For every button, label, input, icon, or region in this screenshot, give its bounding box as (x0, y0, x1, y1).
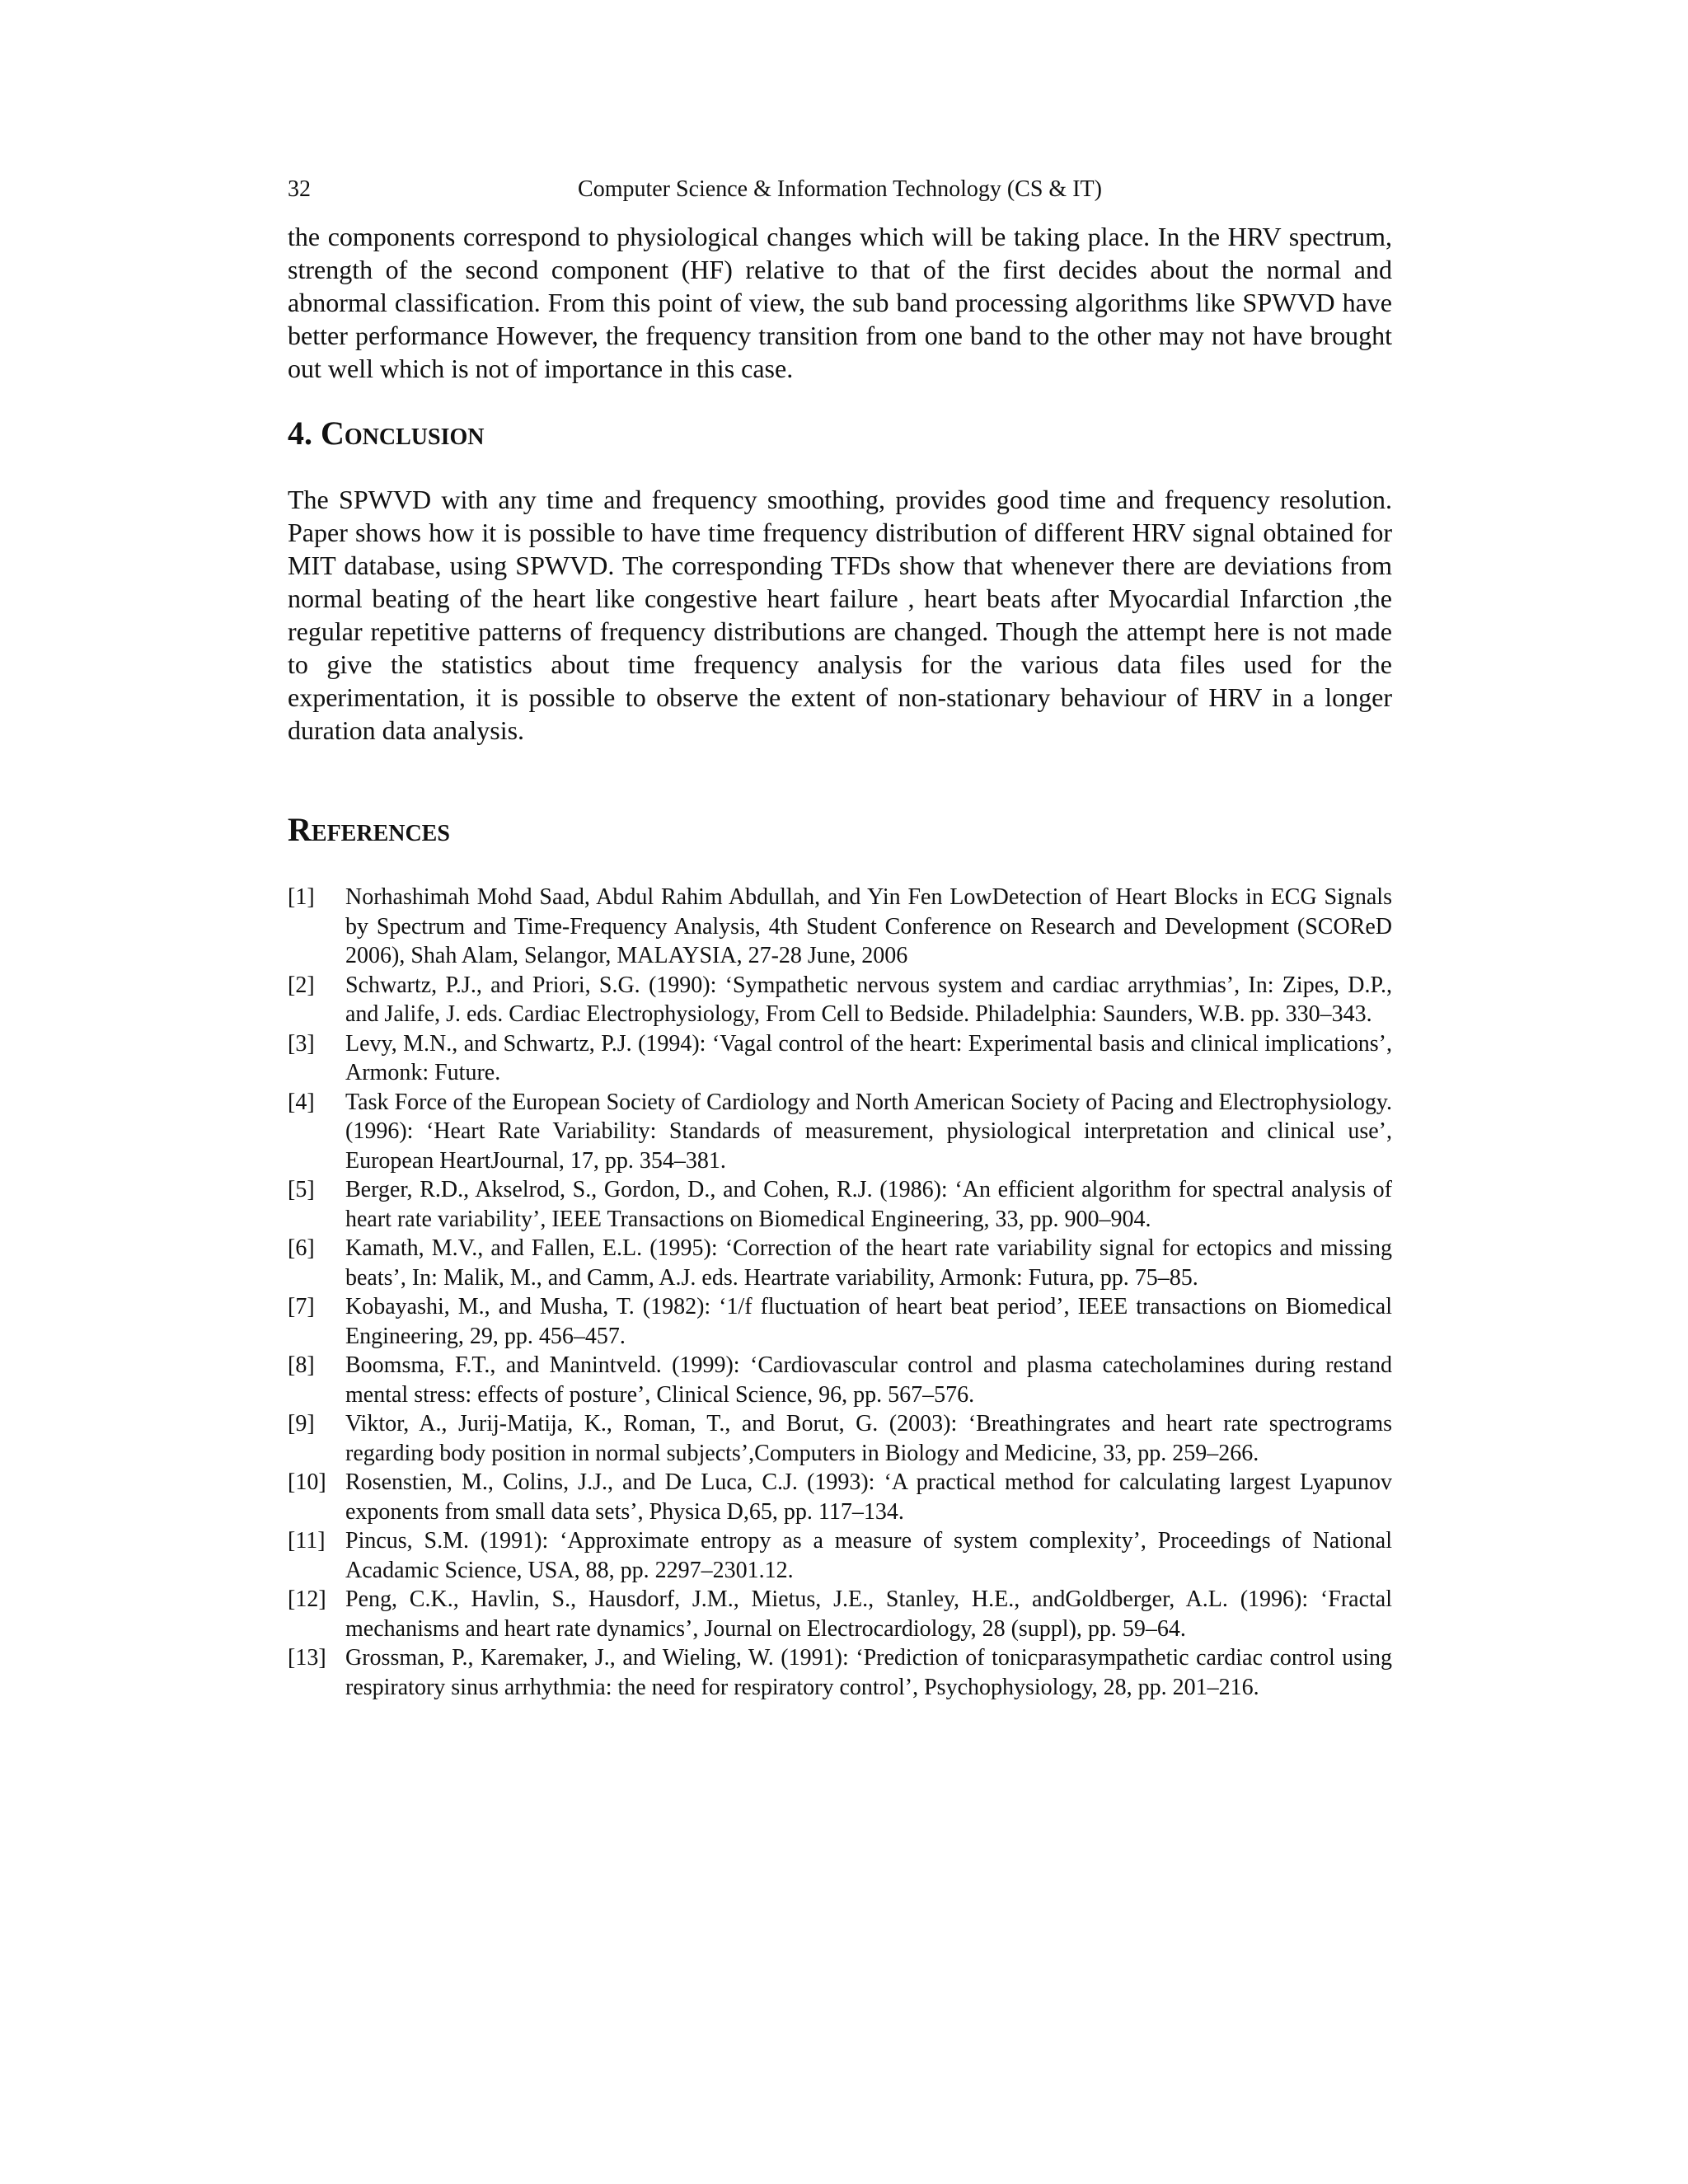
reference-text: Viktor, A., Jurij-Matija, K., Roman, T., and Borut, G. (2003): ‘Breathingrates and heart rate spectrograms regarding body position in normal subjects’,Computers in Biology and Medicine, 33, pp. 259–266. (345, 1411, 1392, 1466)
reference-text: Boomsma, F.T., and Manintveld. (1999): ‘Cardiovascular control and plasma catecholamines during restand mental stress: effects of posture’, Clinical Science, 96, pp. 567–576. (345, 1352, 1392, 1408)
journal-title: Computer Science & Information Technology (CS & IT) (578, 176, 1102, 202)
reference-item (288, 1029, 1392, 1088)
conclusion-heading-rest: onclusion (344, 415, 485, 452)
conclusion-paragraph: The SPWVD with any time and frequency smoothing, provides good time and frequency resolution. Paper shows how it is possible to have time frequency distribution of different HRV signal obtained for MIT database, using SPWVD. The corresponding TFDs show that whenever there are deviations from normal beating of the heart like congestive heart failure , heart beats after Myocardial Infarction ,the regular repetitive patterns of frequency distributions are changed. Though the attempt here is not made to give the statistics about time frequency analysis for the various data files used for the experimentation, it is possible to observe the extent of non-stationary behaviour of HRV in a longer duration data analysis. (288, 485, 1392, 745)
reference-number: [13] (288, 1645, 326, 1671)
reference-number: [9] (288, 1411, 315, 1436)
reference-number: [7] (288, 1294, 315, 1319)
reference-item (288, 1643, 1392, 1702)
reference-text: Berger, R.D., Akselrod, S., Gordon, D., and Cohen, R.J. (1986): ‘An efficient algorithm for spectral analysis of heart rate variability’, IEEE Transactions on Biomedical Engineering, 33, pp. 900–904. (345, 1177, 1392, 1232)
reference-number: [4] (288, 1089, 315, 1115)
conclusion-heading (288, 414, 484, 453)
reference-item (288, 1409, 1392, 1468)
reference-item (288, 1351, 1392, 1409)
reference-text: Peng, C.K., Havlin, S., Hausdorf, J.M., Mietus, J.E., Stanley, H.E., andGoldberger, A.L. (1996): ‘Fractal mechanisms and heart rate dynamics’, Journal on Electrocardiology, 28 (suppl), pp. 59–64. (345, 1586, 1392, 1642)
reference-text: Task Force of the European Society of Cardiology and North American Society of Pacing and Electrophysiology. (1996): ‘Heart Rate Variability: Standards of measurement, physiological interpretation and clinical use’, European HeartJournal, 17, pp. 354–381. (345, 1089, 1392, 1174)
reference-number: [11] (288, 1528, 326, 1554)
reference-number: [6] (288, 1235, 315, 1261)
reference-text: Levy, M.N., and Schwartz, P.J. (1994): ‘Vagal control of the heart: Experimental basis and clinical implications’, Armonk: Future. (345, 1030, 1392, 1085)
references-heading (288, 810, 450, 850)
reference-number: [10] (288, 1469, 326, 1495)
reference-text: Grossman, P., Karemaker, J., and Wieling, W. (1991): ‘Prediction of tonicparasympathetic cardiac control using respiratory sinus arrhythmia: the need for respiratory control’, Psychophysiology, 28, pp. 201–216. (345, 1645, 1392, 1700)
reference-text: Kobayashi, M., and Musha, T. (1982): ‘1/f fluctuation of heart beat period’, IEEE transactions on Biomedical Engineering, 29, pp. 456–457. (345, 1294, 1392, 1349)
reference-item (288, 1175, 1392, 1234)
reference-text: Kamath, M.V., and Fallen, E.L. (1995): ‘Correction of the heart rate variability signal for ectopics and missing beats’, In: Malik, M., and Camm, A.J. eds. Heartrate variability, Armonk: Futura, pp. 75–85. (345, 1235, 1392, 1291)
reference-text: Norhashimah Mohd Saad, Abdul Rahim Abdullah, and Yin Fen LowDetection of Heart Blocks in ECG Signals by Spectrum and Time-Frequency Analysis, 4th Student Conference on Research and Development (SCOReD 2006), Shah Alam, Selangor, MALAYSIA, 27-28 June, 2006 (345, 884, 1392, 968)
reference-item (288, 1088, 1392, 1176)
reference-item (288, 1292, 1392, 1351)
reference-item (288, 971, 1392, 1029)
references-list (288, 883, 1392, 1702)
reference-number: [3] (288, 1030, 315, 1057)
intro-paragraph: the components correspond to physiological changes which will be taking place. In the HRV spectrum, strength of the second component (HF) relative to that of the first decides about the normal and abnormal classification. From this point of view, the sub band processing algorithms like SPWVD have better performance However, the frequency transition from one band to the other may not have brought out well which is not of importance in this case. (288, 222, 1392, 383)
reference-text: Pincus, S.M. (1991): ‘Approximate entropy as a measure of system complexity’, Proceedings of National Acadamic Science, USA, 88, pp. 2297–2301.12. (345, 1528, 1392, 1583)
reference-number: [1] (288, 884, 315, 910)
conclusion-heading-initial: C (321, 415, 345, 452)
reference-item (288, 1526, 1392, 1585)
reference-item (288, 1234, 1392, 1292)
reference-number: [12] (288, 1586, 326, 1612)
reference-item (288, 883, 1392, 971)
running-header (288, 173, 1392, 206)
reference-text: Schwartz, P.J., and Priori, S.G. (1990): ‘Sympathetic nervous system and cardiac arrythmias’, In: Zipes, D.P., and Jalife, J. eds. Cardiac Electrophysiology, From Cell to Bedside. Philadelphia: Saunders, W.B. pp. 330–343. (345, 972, 1392, 1027)
reference-number: [2] (288, 972, 315, 998)
reference-item (288, 1585, 1392, 1643)
reference-number: [8] (288, 1352, 315, 1378)
page-number: 32 (288, 176, 311, 202)
conclusion-heading-number: 4. (288, 415, 321, 452)
reference-number: [5] (288, 1177, 315, 1202)
references-heading-initial: R (288, 811, 312, 848)
reference-item (288, 1468, 1392, 1526)
reference-text: Rosenstien, M., Colins, J.J., and De Luca, C.J. (1993): ‘A practical method for calculating largest Lyapunov exponents from small data sets’, Physica D,65, pp. 117–134. (345, 1469, 1392, 1525)
references-heading-rest: eferences (311, 811, 450, 848)
